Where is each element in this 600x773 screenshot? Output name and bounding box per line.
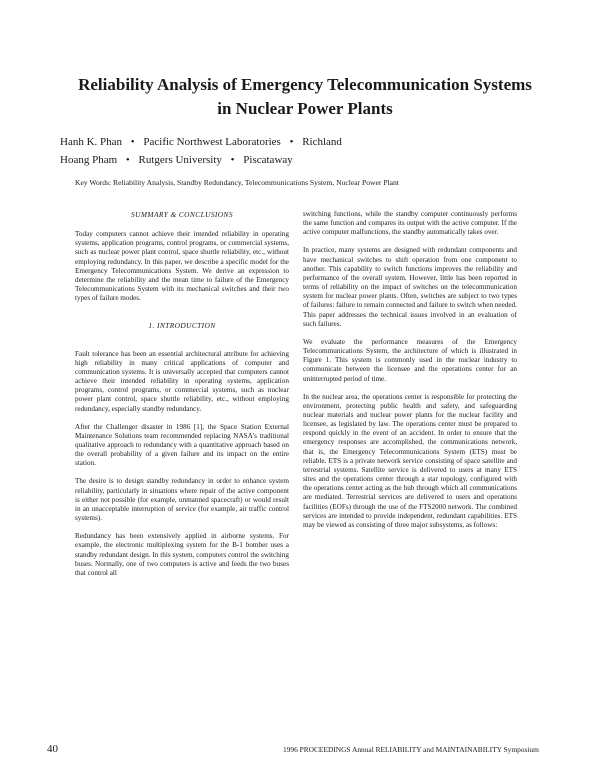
keywords-line: Key Words: Reliability Analysis, Standby Redundancy, Telecommunications System, Nuclear Power Plant (75, 178, 399, 187)
page-footer (0, 743, 600, 759)
summary-paragraph: Today computers cannot achieve their intended reliability in operating systems, application programs, control programs, or commercial systems, such as nuclear power plant control, space shuttle reliability, etc., without employing redundancy. In this paper, we describe a specific model for the Emergency Telecommunications System. We derive an expression to determine the reliability and the mean time to failure of the Emergency Telecommunications System with its mechanical switches and their two types of failure modes. (75, 230, 289, 303)
author-location: Piscataway (243, 154, 293, 166)
body-paragraph: After the Challenger disaster in 1986 [1], the Space Station External Maintenance Solutions team recommended replacing NASA's traditional qualitative approach to redundancy with a quantitative approach based on the overall probability of a given failure and its impact on the entire station. (75, 422, 289, 468)
page-number: 40 (47, 743, 58, 755)
body-paragraph: In the nuclear area, the operations center is responsible for protecting the environment, protecting public health and safety, and safeguarding nuclear materials and nuclear power plants for the nuclear facility and licensee, as legislated by law. The operations center must be prepared to respond quickly in the event of an accident. In order to ensure that the emergency responses are accomplished, the communications network, that is, the Emergency Telecommunications System (ETS) must be reliable. ETS is a private network service consisting of space satellite and terrestrial systems. Satellite service is delivered to users at many ETS sites and the operations center through a star topology, configured with the operations center acting as the hub through which all communications are mediated. Terrestrial services are delivered to users and operations facilities (EOFs) through the use of the FTS2000 network. The combined services are intended to provide independent, redundant capabilities. ETS may be viewed as consisting of three major subsystems, as follows: (303, 392, 517, 529)
author-affiliation: Rutgers University (138, 154, 222, 166)
author-name: Hoang Pham (60, 154, 118, 166)
body-paragraph: In practice, many systems are designed with redundant components and have mechanical switches to shift operation from one component to another. This capability to switch functions improves the reliability and performance of the overall system. However, little has been reported in terms of reliability on the impact of switches on the telecommunication system for nuclear power plants. Often, switches are subject to two types of failures: failure to remain connected and failure to switch when needed. This paper addresses the technical issues involved in an evaluation of such failures. (303, 246, 517, 328)
bullet-separator: • (289, 136, 294, 148)
body-paragraph: switching functions, while the standby computer continuously performs the same function and compares its output with the active computer. If the active computer malfunctions, the standby automatically takes over. (303, 210, 517, 237)
left-column (75, 210, 289, 587)
body-paragraph: Fault tolerance has been an essential architectural attribute for achieving high reliability in many critical applications of computer and communication systems. It is universally accepted that computers cannot achieve their intended reliability in operating systems, application programs, control programs, or commercial systems, such as nuclear power plant control, space shuttle reliability, etc., without employing redundancy, especially standby redundancy. (75, 349, 289, 413)
proceedings-footer: 1996 PROCEEDINGS Annual RELIABILITY and MAINTAINABILITY Symposium (283, 745, 539, 754)
bullet-separator: • (125, 154, 130, 166)
title-line-2: in Nuclear Power Plants (217, 99, 393, 118)
paper-title (60, 73, 550, 121)
body-paragraph: Redundancy has been extensively applied in airborne systems. For example, the electronic multiplexing system for the B-1 bomber uses a standby redundant design. In this system, computers control the switching buses. Normally, one of two computers is active and feeds the two buses that control all (75, 532, 289, 577)
title-line-1: Reliability Analysis of Emergency Telecommunication Systems (78, 75, 532, 94)
summary-heading: SUMMARY & CONCLUSIONS (131, 210, 233, 219)
right-column (303, 210, 517, 539)
author-affiliation: Pacific Northwest Laboratories (143, 136, 281, 148)
bullet-separator: • (230, 154, 235, 166)
author-line-1 (60, 135, 348, 149)
introduction-heading: 1. INTRODUCTION (148, 321, 216, 331)
author-name: Hanh K. Phan (60, 136, 123, 148)
body-paragraph: The desire is to design standby redundancy in order to enhance system reliability, particularly in situations where repair of the active component is either not possible (for example, unmanned spacecraft) or would result in an unacceptable interruption of service (for example, air traffic control systems). (75, 477, 289, 523)
author-line-2 (60, 153, 299, 167)
author-location: Richland (302, 136, 342, 148)
body-paragraph: We evaluate the performance measures of the Emergency Telecommunications System, the architecture of which is illustrated in Figure 1. This system is commonly used in the nuclear industry to communicate between the licensee and the operations center for an uninterrupted period of time. (303, 337, 517, 383)
bullet-separator: • (130, 136, 135, 148)
